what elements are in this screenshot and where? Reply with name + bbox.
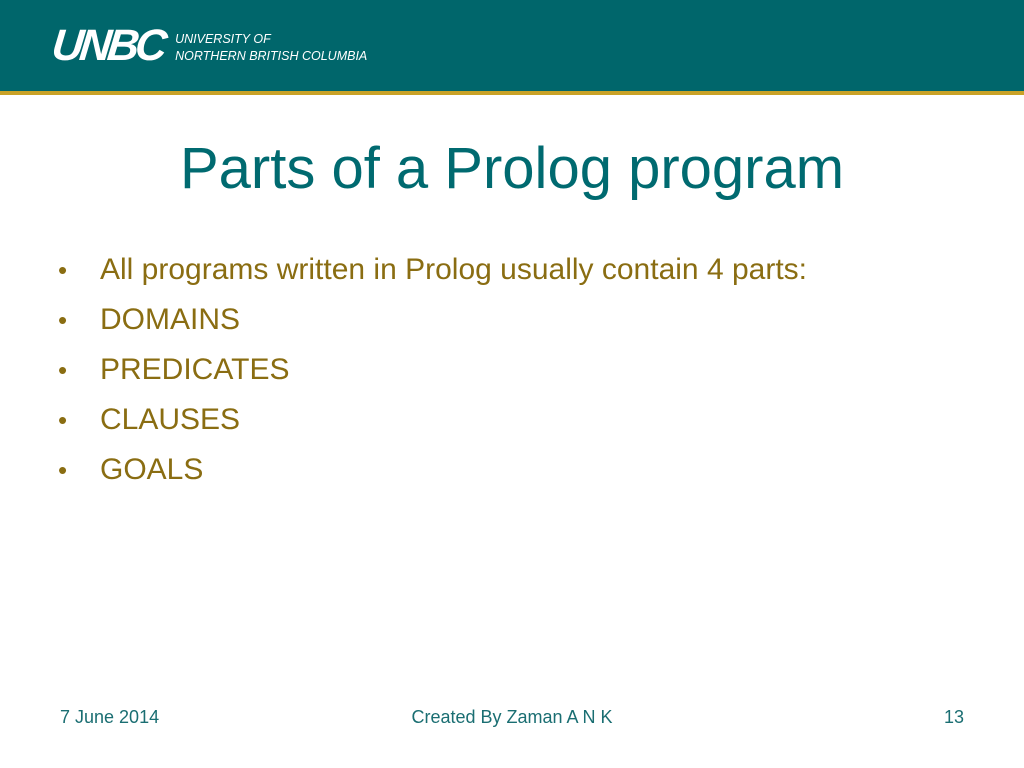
bullet-item bbox=[58, 345, 998, 395]
bullet-text: DOMAINS bbox=[100, 303, 241, 336]
bullet-item bbox=[58, 245, 998, 295]
logo-line-2: NORTHERN BRITISH COLUMBIA bbox=[175, 49, 368, 63]
bullet-item bbox=[58, 445, 998, 495]
footer-date: 7 June 2014 bbox=[60, 707, 160, 727]
logo-line-1: UNIVERSITY OF bbox=[175, 32, 271, 46]
bullet-text: GOALS bbox=[100, 453, 204, 486]
bullet-list bbox=[58, 245, 998, 495]
bullet-icon: • bbox=[58, 355, 68, 385]
bullet-text: All programs written in Prolog usually contain 4 parts: bbox=[100, 253, 807, 286]
bullet-item bbox=[58, 395, 998, 445]
page-number: 13 bbox=[943, 707, 964, 727]
logo-text bbox=[175, 31, 367, 65]
bullet-text: CLAUSES bbox=[100, 403, 241, 436]
bullet-icon: • bbox=[58, 455, 68, 485]
footer-credit: Created By Zaman A N K bbox=[411, 707, 613, 727]
header-band bbox=[0, 0, 1024, 91]
bullet-icon: • bbox=[58, 255, 68, 285]
bullet-text: PREDICATES bbox=[100, 353, 290, 386]
bullet-item bbox=[58, 295, 998, 345]
header-divider bbox=[0, 91, 1024, 95]
bullet-icon: • bbox=[58, 405, 68, 435]
university-logo bbox=[49, 21, 368, 74]
logo-mark: UNBC bbox=[49, 21, 166, 70]
bullet-icon: • bbox=[58, 305, 68, 335]
slide-title: Parts of a Prolog program bbox=[179, 136, 845, 201]
